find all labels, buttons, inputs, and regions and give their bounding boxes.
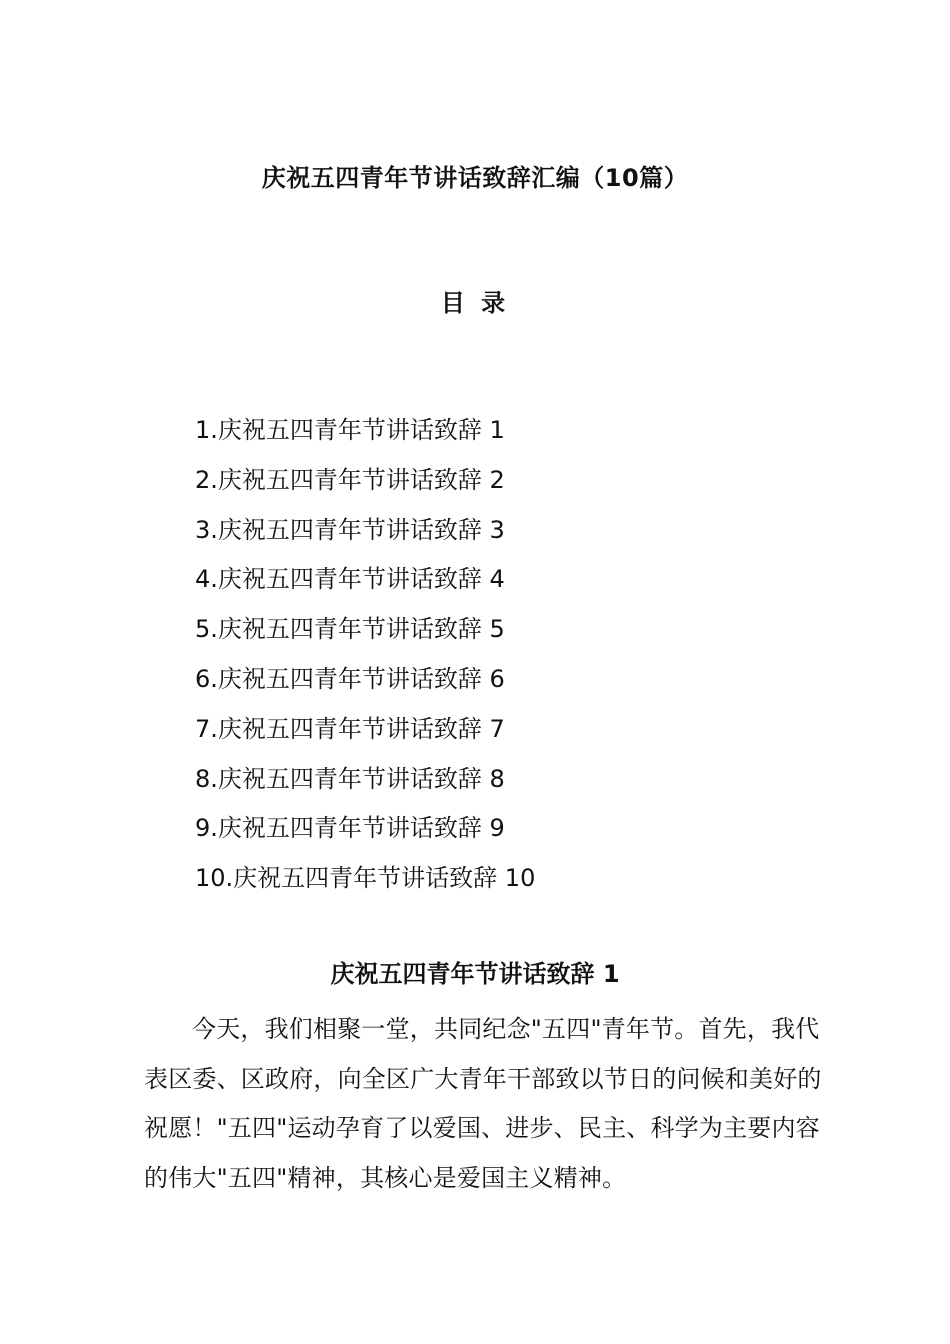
body-paragraph: 今天，我们相聚一堂，共同纪念"五四"青年节。首先，我代表区委、区政府，向全区广大青年干部致以节日的问候和美好的祝愿！"五四"运动孕育了以爱国、进步、民主、科学为主要内容的伟大"五四"精神，其核心是爱国主义精神。 [144, 1015, 822, 1192]
toc-item-9: 9.庆祝五四青年节讲话致辞 9 [195, 814, 505, 843]
toc-item-1: 1.庆祝五四青年节讲话致辞 1 [195, 416, 505, 444]
toc-item-8: 8.庆祝五四青年节讲话致辞 8 [195, 764, 505, 793]
toc-item-2: 2.庆祝五四青年节讲话致辞 2 [195, 465, 505, 494]
toc-item-10: 10.庆祝五四青年节讲话致辞 10 [195, 864, 536, 893]
toc-item-5: 5.庆祝五四青年节讲话致辞 5 [195, 615, 505, 644]
toc-item-3: 3.庆祝五四青年节讲话致辞 3 [195, 515, 505, 544]
section-title: 庆祝五四青年节讲话致辞 1 [330, 960, 620, 988]
toc-item-6: 6.庆祝五四青年节讲话致辞 6 [195, 664, 505, 693]
table-of-contents [195, 406, 535, 904]
document-title: 庆祝五四青年节讲话致辞汇编（10篇） [261, 164, 689, 192]
toc-heading: 目 录 [440, 289, 510, 317]
toc-item-7: 7.庆祝五四青年节讲话致辞 7 [195, 714, 505, 743]
toc-item-4: 4.庆祝五四青年节讲话致辞 4 [195, 565, 505, 594]
